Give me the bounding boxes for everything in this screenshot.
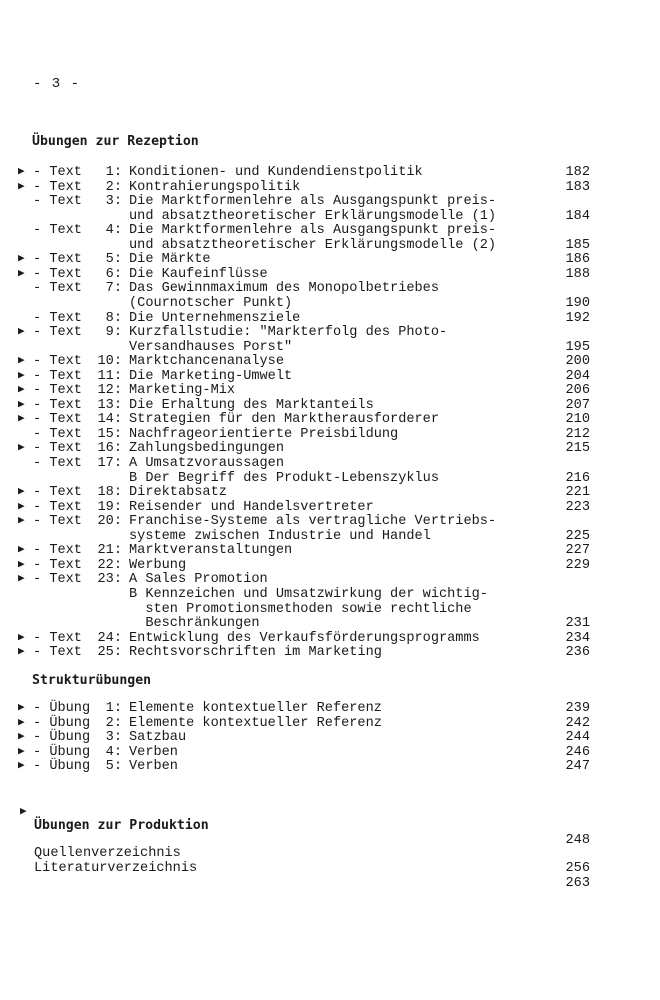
toc-entry-number: 16: xyxy=(97,441,122,457)
triangle-marker-icon: ▶ xyxy=(18,369,25,382)
toc-entry-page: 185 xyxy=(565,237,590,253)
toc-entry xyxy=(0,427,660,442)
toc-entry xyxy=(0,730,660,745)
toc-entry xyxy=(0,514,660,529)
toc-entry-page: 216 xyxy=(565,470,590,486)
toc-entry xyxy=(0,383,660,398)
toc-entry-number: 17: xyxy=(97,456,122,471)
toc-entry-number: 15: xyxy=(97,426,122,442)
toc-entry-page: 184 xyxy=(565,208,590,224)
toc-entry-page: 200 xyxy=(565,354,590,370)
toc-entry-number: 7: xyxy=(105,281,122,297)
toc-entry-label: - Text xyxy=(33,456,82,471)
toc-entry-title: Literaturverzeichnis xyxy=(34,861,198,876)
toc-entry-title: Die Marketing-Umwelt xyxy=(129,368,293,384)
toc-entry-title: Werbung xyxy=(129,557,187,573)
toc-entry-label: - Text xyxy=(33,412,82,428)
toc-entry-page: 215 xyxy=(565,441,590,457)
toc-entry-label: - Text xyxy=(33,397,82,413)
toc-entry-page: 186 xyxy=(565,252,590,268)
triangle-marker-icon: ▶ xyxy=(18,355,25,368)
toc-entry-title: Das Gewinnmaximum des Monopolbetriebes xyxy=(129,281,439,297)
toc-entry-page: 242 xyxy=(565,715,590,731)
toc-entry-page: 263 xyxy=(565,876,590,891)
toc-entry-title: A Sales Promotion xyxy=(129,572,268,588)
toc-entry-title: Elemente kontextueller Referenz xyxy=(129,701,382,716)
toc-entry xyxy=(0,180,660,195)
toc-entry-title: Strategien für den Marktherausforderer xyxy=(129,412,439,428)
toc-entry-title: Die Unternehmensziele xyxy=(129,310,301,326)
toc-entry-number: 2: xyxy=(105,715,122,731)
toc-entry-number: 3: xyxy=(105,194,122,210)
toc-entry xyxy=(0,194,660,209)
toc-entry-label: - Text xyxy=(33,441,82,457)
toc-entry-page: 234 xyxy=(565,630,590,646)
toc-entry xyxy=(0,529,660,544)
toc-entry-label: - Übung xyxy=(33,730,91,746)
toc-entry xyxy=(0,252,660,267)
toc-entry-title: Rechtsvorschriften im Marketing xyxy=(129,645,382,661)
triangle-marker-icon: ▶ xyxy=(18,413,25,426)
toc-entry-title: Franchise-Systeme als vertragliche Vertriebs- xyxy=(129,514,497,530)
toc-entry-title: Direktabsatz xyxy=(129,485,227,501)
toc-entry-label: - Text xyxy=(33,223,82,239)
toc-entry-number: 25: xyxy=(97,645,122,661)
toc-entry xyxy=(0,602,660,617)
toc-entry-page: 182 xyxy=(565,165,590,180)
toc-entry-title: Marktveranstaltungen xyxy=(129,543,293,559)
toc-entry xyxy=(0,165,660,180)
triangle-marker-icon: ▶ xyxy=(18,702,25,714)
toc-entry xyxy=(0,296,660,311)
toc-entry-number: 11: xyxy=(97,368,122,384)
toc-entry-title: Die Marktformenlehre als Ausgangspunkt preis- xyxy=(129,194,497,210)
toc-entry-title: Verben xyxy=(129,759,178,775)
toc-entry xyxy=(0,238,660,253)
toc-entry-label: - Übung xyxy=(33,701,91,716)
toc-entry-label: - Text xyxy=(33,252,82,268)
toc-entry-title: Entwicklung des Verkaufsförderungsprogramms xyxy=(129,630,480,646)
toc-entry-number: 24: xyxy=(97,630,122,646)
toc-entry xyxy=(0,369,660,384)
toc-entry-page: 244 xyxy=(565,730,590,746)
toc-entry-title: Die Marktformenlehre als Ausgangspunkt preis- xyxy=(129,223,497,239)
toc-entry xyxy=(0,223,660,238)
toc-entry-label: - Text xyxy=(33,179,82,195)
toc-entry xyxy=(0,311,660,326)
toc-entry-label: - Text xyxy=(33,543,82,559)
triangle-marker-icon: ▶ xyxy=(18,486,25,499)
toc-entry-number: 20: xyxy=(97,514,122,530)
toc-entry xyxy=(0,267,660,282)
triangle-marker-icon: ▶ xyxy=(18,716,25,729)
toc-entry-number: 13: xyxy=(97,397,122,413)
toc-entry-number: 4: xyxy=(105,223,122,239)
toc-entry-title: Die Märkte xyxy=(129,252,211,268)
toc-entry-page: 207 xyxy=(565,397,590,413)
triangle-marker-icon: ▶ xyxy=(18,745,25,758)
toc-entry-label: - Text xyxy=(33,266,82,282)
toc-entry xyxy=(0,701,660,716)
toc-entry-label: - Text xyxy=(33,426,82,442)
toc-entry-page: 229 xyxy=(565,557,590,573)
toc-entry-page: 223 xyxy=(565,499,590,515)
toc-entry-page: 236 xyxy=(565,645,590,661)
toc-entry xyxy=(0,759,660,774)
toc-entry-title: Konditionen- und Kundendienstpolitik xyxy=(129,165,423,180)
triangle-marker-icon: ▶ xyxy=(18,544,25,557)
toc-entry-title: Kontrahierungspolitik xyxy=(129,179,301,195)
toc-entry xyxy=(0,485,660,500)
toc-entry-title: Beschränkungen xyxy=(129,616,260,632)
triangle-marker-icon: ▶ xyxy=(18,760,25,773)
toc-entry-number: 22: xyxy=(97,557,122,573)
toc-entry-page: 183 xyxy=(565,179,590,195)
toc-entry-number: 12: xyxy=(97,383,122,399)
toc-entry-label: - Text xyxy=(33,310,82,326)
toc-entry xyxy=(0,631,660,646)
toc-entry-title: Verben xyxy=(129,744,178,760)
toc-entry xyxy=(0,543,660,558)
toc-entry xyxy=(0,745,660,760)
toc-entry xyxy=(0,398,660,413)
toc-entry-page: 192 xyxy=(565,310,590,326)
triangle-marker-icon: ▶ xyxy=(18,384,25,397)
toc-entry xyxy=(0,587,660,602)
toc-entry-title: Versandhauses Porst" xyxy=(129,339,293,355)
toc-entry-page: 188 xyxy=(565,266,590,282)
toc-entry-page: 225 xyxy=(565,528,590,544)
toc-entry-produktion xyxy=(0,788,660,848)
triangle-marker-icon: ▶ xyxy=(18,398,25,411)
toc-entry-title: und absatztheoretischer Erklärungsmodelle (1) xyxy=(129,208,497,224)
toc-entry-label: - Übung xyxy=(33,759,91,775)
toc-entry xyxy=(0,340,660,355)
toc-entry-number: 1: xyxy=(105,701,122,716)
toc-entry-page: 231 xyxy=(565,616,590,632)
toc-entry-label: - Text xyxy=(33,165,82,180)
toc-entry-number: 2: xyxy=(105,179,122,195)
toc-entry-label: - Text xyxy=(33,514,82,530)
toc-entry-title: Kurzfallstudie: "Markterfolg des Photo- xyxy=(129,325,448,341)
toc-entry-page: 248 xyxy=(565,833,590,848)
section-heading-struktur: Strukturübungen xyxy=(32,673,152,688)
triangle-marker-icon: ▶ xyxy=(18,267,25,280)
toc-entry xyxy=(0,354,660,369)
toc-entry-title: Elemente kontextueller Referenz xyxy=(129,715,382,731)
toc-entry-label: - Übung xyxy=(33,715,91,731)
toc-entry xyxy=(0,572,660,587)
toc-entry-label: - Text xyxy=(33,194,82,210)
triangle-marker-icon: ▶ xyxy=(18,558,25,571)
toc-entry xyxy=(0,281,660,296)
section-heading-rezeption: Übungen zur Rezeption xyxy=(32,134,199,149)
triangle-marker-icon: ▶ xyxy=(18,253,25,266)
toc-entry xyxy=(0,558,660,573)
triangle-marker-icon: ▶ xyxy=(18,515,25,528)
toc-entry-page: 227 xyxy=(565,543,590,559)
triangle-marker-icon: ▶ xyxy=(18,326,25,339)
toc-entry-label: - Text xyxy=(33,354,82,370)
toc-entry-number: 8: xyxy=(105,310,122,326)
toc-entry-title: Marktchancenanalyse xyxy=(129,354,284,370)
toc-entry-label: - Übung xyxy=(33,744,91,760)
toc-entry-title: Nachfrageorientierte Preisbildung xyxy=(129,426,399,442)
triangle-marker-icon: ▶ xyxy=(18,631,25,644)
triangle-marker-icon: ▶ xyxy=(18,442,25,455)
triangle-marker-icon: ▶ xyxy=(20,804,27,817)
toc-entry-page: 239 xyxy=(565,701,590,716)
toc-entry xyxy=(0,716,660,731)
toc-entry xyxy=(0,500,660,515)
toc-entry-number: 6: xyxy=(105,266,122,282)
toc-entry-number: 4: xyxy=(105,744,122,760)
toc-entry-number: 9: xyxy=(105,325,122,341)
toc-entry-page: 256 xyxy=(565,861,590,876)
triangle-marker-icon: ▶ xyxy=(18,573,25,586)
toc-entry-label: - Text xyxy=(33,281,82,297)
toc-entry-title: Quellenverzeichnis xyxy=(34,846,181,861)
triangle-marker-icon: ▶ xyxy=(18,180,25,193)
toc-entry-number: 18: xyxy=(97,485,122,501)
page-number: - 3 - xyxy=(33,76,81,92)
toc-entry xyxy=(0,616,660,631)
toc-entry-page: 221 xyxy=(565,485,590,501)
toc-entry-page: 195 xyxy=(565,339,590,355)
toc-entry-title: Satzbau xyxy=(129,730,187,746)
toc-entry-title: Die Erhaltung des Marktanteils xyxy=(129,397,374,413)
toc-entry xyxy=(0,645,660,660)
toc-entry-number: 19: xyxy=(97,499,122,515)
triangle-marker-icon: ▶ xyxy=(18,166,25,178)
toc-entry-label: - Text xyxy=(33,645,82,661)
toc-entry-label: - Text xyxy=(33,485,82,501)
toc-entry-number: 10: xyxy=(97,354,122,370)
toc-entry-label: - Text xyxy=(33,572,82,588)
toc-entry-title: Reisender und Handelsvertreter xyxy=(129,499,374,515)
toc-entry xyxy=(0,412,660,427)
toc-entry-number: 21: xyxy=(97,543,122,559)
toc-entry-label: - Text xyxy=(33,325,82,341)
toc-entry-title: (Cournotscher Punkt) xyxy=(129,295,293,311)
toc-entry xyxy=(0,325,660,340)
toc-entry xyxy=(0,456,660,471)
toc-entry-title: Zahlungsbedingungen xyxy=(129,441,284,457)
toc-entry-title: systeme zwischen Industrie und Handel xyxy=(129,528,431,544)
toc-entry-number: 14: xyxy=(97,412,122,428)
toc-entry-title: Marketing-Mix xyxy=(129,383,236,399)
toc-entry-page: 246 xyxy=(565,744,590,760)
toc-entry-title: und absatztheoretischer Erklärungsmodelle (2) xyxy=(129,237,497,253)
toc-entry-title: Die Kaufeinflüsse xyxy=(129,266,268,282)
toc-entry xyxy=(0,441,660,456)
toc-entry-label: - Text xyxy=(33,557,82,573)
toc-entry-title: B Kennzeichen und Umsatzwirkung der wichtig- xyxy=(129,586,488,602)
toc-entry-label: - Text xyxy=(33,630,82,646)
toc-entry-title: B Der Begriff des Produkt-Lebenszyklus xyxy=(129,470,439,486)
toc-entry-number: 5: xyxy=(105,252,122,268)
toc-entry-number: 3: xyxy=(105,730,122,746)
toc-entry-label: - Text xyxy=(33,368,82,384)
toc-entry xyxy=(0,471,660,486)
toc-entry-page: 204 xyxy=(565,368,590,384)
toc-entry-label: - Text xyxy=(33,499,82,515)
toc-entry xyxy=(0,209,660,224)
toc-entry-label: - Text xyxy=(33,383,82,399)
toc-entry-page: 190 xyxy=(565,295,590,311)
toc-entry-page: 210 xyxy=(565,412,590,428)
toc-entry-number: 5: xyxy=(105,759,122,775)
toc-entry-number: 1: xyxy=(105,165,122,180)
toc-entry-page: 247 xyxy=(565,759,590,775)
triangle-marker-icon: ▶ xyxy=(18,500,25,513)
toc-entry-number: 23: xyxy=(97,572,122,588)
toc-entry-title: A Umsatzvoraussagen xyxy=(129,456,284,471)
toc-entry-page: 206 xyxy=(565,383,590,399)
triangle-marker-icon: ▶ xyxy=(18,731,25,744)
triangle-marker-icon: ▶ xyxy=(18,646,25,659)
toc-entry-title: Übungen zur Produktion xyxy=(34,818,209,833)
toc-entry-page: 212 xyxy=(565,426,590,442)
toc-entry-title: sten Promotionsmethoden sowie rechtliche xyxy=(129,601,472,617)
